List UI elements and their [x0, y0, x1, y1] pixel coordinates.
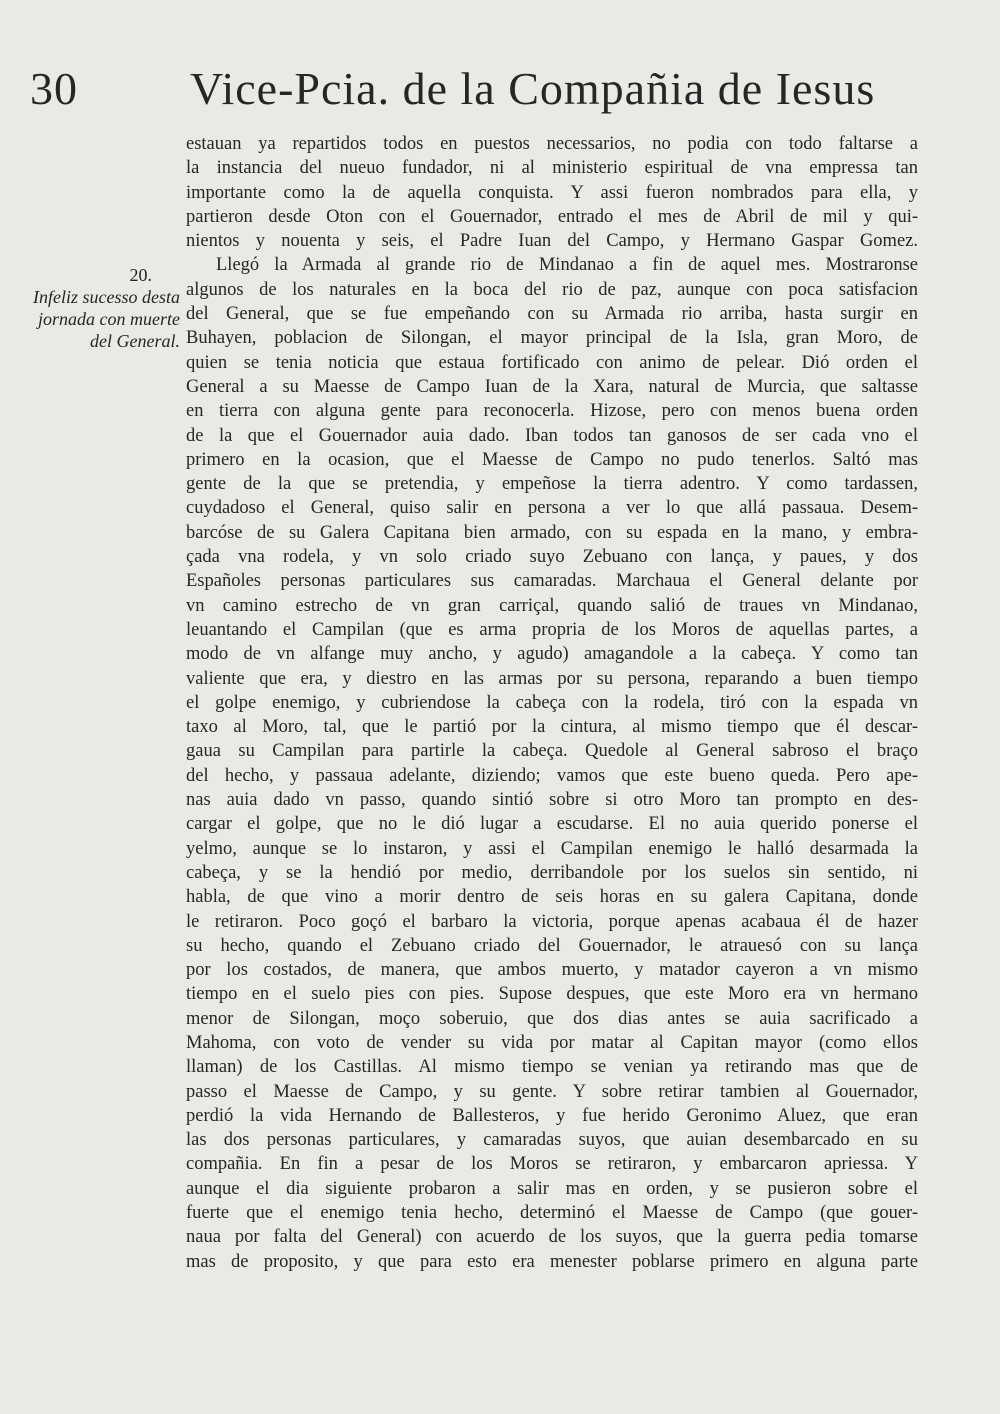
text-line: llaman) de los Castillas. Al mismo tiempo se venian ya retirando mas que de [186, 1057, 918, 1078]
text-line: menor de Silongan, moço soberuio, que dos dias antes se auia sacrificado a [186, 1008, 918, 1029]
text-line: nas auia dado vn passo, quando sintió sobre si otro Moro tan prompto en des- [186, 790, 918, 811]
text-line: Mahoma, con voto de vender su vida por matar al Capitan mayor (como ellos [186, 1032, 918, 1053]
text-line: General a su Maesse de Campo Iuan de la Xara, natural de Murcia, que saltasse [186, 376, 918, 397]
section-number: 20. [129, 265, 152, 285]
text-line: importante como la de aquella conquista. Y assi fueron nombrados para ella, y [186, 182, 918, 203]
text-line: su hecho, quando el Zebuano criado del Gouernador, le atrauesó con su lança [186, 935, 918, 956]
text-line: taxo al Moro, tal, que le partió por la cintura, al mismo tiempo que él descar- [186, 717, 918, 738]
text-line: Buhayen, poblacion de Silongan, el mayor principal de la Isla, gran Moro, de [186, 328, 918, 349]
text-line: yelmo, aunque se lo instaron, y assi el Campilan enemigo le halló desarmada la [186, 838, 918, 859]
text-line: cargar el golpe, que no le dió lugar a escudarse. El no auia querido ponerse el [186, 814, 918, 835]
page-number: 30 [30, 63, 78, 114]
text-line: nientos y nouenta y seis, el Padre Iuan del Campo, y Hermano Gaspar Gomez. [186, 231, 918, 252]
text-line: del General, que se fue empeñando con su Armada rio arriba, hasta surgir en [186, 304, 918, 325]
text-line: naua por falta del General) con acuerdo de los suyos, que la guerra pedia tomarse [186, 1227, 918, 1248]
text-line: primero en la ocasion, que el Maesse de Campo no pudo tenerlos. Saltó mas [186, 449, 918, 470]
text-line: por los costados, de manera, que ambos muerto, y matador cayeron a vn mismo [186, 960, 918, 981]
text-line: barcóse de su Galera Capitana bien armado, con su espada en la mano, y embra- [186, 522, 918, 543]
text-line: el golpe enemigo, y cubriendose la cabeça con la rodela, tiró con la espada vn [186, 692, 918, 713]
marginal-note [20, 264, 180, 352]
text-line: partieron desde Oton con el Gouernador, entrado el mes de Abril de mil y qui- [186, 206, 918, 227]
text-line: fuerte que el enemigo tenia hecho, determinó el Maesse de Campo (que gouer- [186, 1203, 918, 1224]
text-line: leuantando el Campilan (que es arma propria de los Moros de aquellas partes, a [186, 619, 918, 640]
text-line: tiempo en el suelo pies con pies. Supose despues, que este Moro era vn hermano [186, 984, 918, 1005]
text-line: la instancia del nueuo fundador, ni al ministerio espiritual de vna empressa tan [186, 158, 918, 179]
text-line: estauan ya repartidos todos en puestos necessarios, no podia con todo faltarse a [186, 134, 918, 154]
text-line: cabeça, y se la hendió por medio, derribandole por los suelos sin sentido, ni [186, 862, 918, 883]
text-line: passo el Maesse de Campo, y su gente. Y sobre retirar tambien al Gouernador, [186, 1081, 918, 1102]
text-line: modo de vn alfange muy ancho, y agudo) amagandole a la cabeça. Y como tan [186, 644, 918, 665]
text-line: algunos de los naturales en la boca del rio de paz, aunque con poca satisfacion [186, 279, 918, 300]
text-line: gaua su Campilan para partirle la cabeça. Quedole al General sabroso el braço [186, 741, 918, 762]
text-line: gente de la que se pretendia, y empeñose la tierra adentro. Y como tardassen, [186, 474, 918, 495]
text-line: valiente que era, y diestro en las armas por su persona, reparando a buen tiempo [186, 668, 918, 689]
text-line: compañia. En fin a pesar de los Moros se retiraron, y embarcaron apriessa. Y [186, 1154, 918, 1175]
text-line: quien se tenia noticia que estaua fortificado con animo de pelear. Dió orden el [186, 352, 918, 373]
running-title: Vice-Pcia. de la Compañia de Iesus [190, 63, 876, 114]
text-line: las dos personas particulares, y camaradas suyos, que auian desembarcado en su [186, 1130, 918, 1151]
text-line: en tierra con alguna gente para reconocerla. Hizose, pero con menos buena orden [186, 401, 918, 422]
text-line: aunque el dia siguiente probaron a salir mas en orden, y se pusieron sobre el [186, 1178, 918, 1199]
text-line: çada vna rodela, y vn solo criado suyo Zebuano con lança, y paues, y dos [186, 547, 918, 568]
text-line: cuydadoso el General, quiso salir en persona a ver lo que allá passaua. Desem- [186, 498, 918, 519]
text-line: Llegó la Armada al grande rio de Mindanao a fin de aquel mes. Mostraronse [216, 255, 918, 276]
text-line: le retiraron. Poco goçó el barbaro la victoria, porque apenas acabaua él de hazer [186, 911, 918, 932]
body-text [186, 132, 918, 1274]
text-line: del hecho, y passaua adelante, diziendo; vamos que este bueno queda. Pero ape- [186, 765, 918, 786]
text-line: Españoles personas particulares sus camaradas. Marchaua el General delante por [186, 571, 918, 592]
text-line: mas de proposito, y que para esto era menester poblarse primero en alguna parte [186, 1251, 918, 1272]
text-line: perdió la vida Hernando de Ballesteros, y fue herido Geronimo Aluez, que eran [186, 1105, 918, 1126]
marginal-summary: Infeliz sucesso desta jornada con muerte del General. [33, 287, 180, 351]
text-line: de la que el Gouernador auia dado. Iban todos tan ganosos de ser cada vno el [186, 425, 918, 446]
text-line: habla, de que vino a morir dentro de seis horas en su galera Capitana, donde [186, 887, 918, 908]
text-line: vn camino estrecho de vn gran carriçal, quando salió de traues vn Mindanao, [186, 595, 918, 616]
